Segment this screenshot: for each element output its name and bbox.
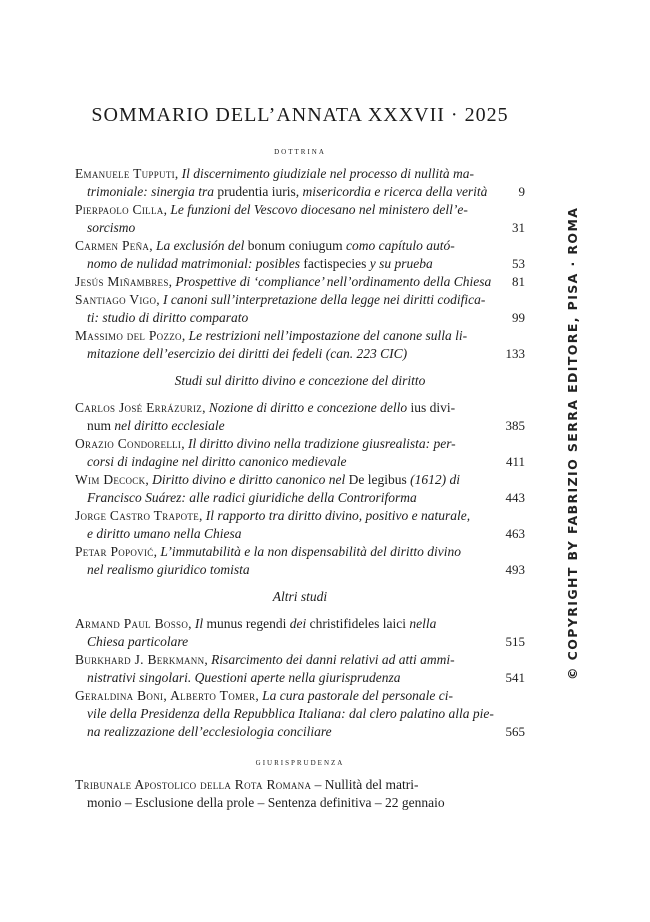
page-number: 31: [512, 220, 525, 235]
article-title: Il rapporto tra diritto divino, positivo e naturale,: [205, 508, 471, 523]
text-segment: ,: [199, 508, 206, 523]
article-title: nel realismo giuridico tomista: [87, 562, 250, 577]
entry-line: [75, 705, 497, 723]
toc-entry: [75, 165, 525, 201]
entry-line: [75, 309, 497, 327]
toc-entry: [75, 471, 525, 507]
text-segment: munus regendi: [206, 616, 287, 631]
author-name: Pierpaolo Cilla: [75, 202, 164, 217]
page-number: 411: [505, 454, 525, 469]
text-segment: ius divi-: [410, 400, 456, 415]
entry-line: [75, 794, 497, 812]
article-title: na realizzazione dell’ecclesiologia conciliare: [87, 724, 332, 739]
text-segment: ,: [181, 328, 189, 343]
entry-line: [75, 525, 497, 543]
author-name: Tribunale Apostolico della Rota Romana: [75, 777, 312, 792]
entry-line: [75, 776, 497, 794]
page-number: 493: [505, 562, 525, 577]
entry-line: [75, 633, 497, 651]
text-segment: ,: [202, 400, 209, 415]
text-segment: ,: [145, 472, 153, 487]
entry-line: [75, 327, 497, 345]
text-segment: ,: [174, 166, 182, 181]
entry-line: [75, 651, 497, 669]
text-segment: bonum coniugum: [247, 238, 343, 253]
page-title: SOMMARIO DELL’ANNATA XXXVII · 2025: [91, 104, 509, 126]
entry-line: [75, 471, 497, 489]
toc-entry: [75, 687, 525, 741]
entry-line: [75, 399, 497, 417]
toc-entry: [75, 237, 525, 273]
author-name: Jesús Miñambres: [75, 274, 169, 289]
author-name: Geraldina Boni: [75, 688, 164, 703]
article-title: sorcismo: [87, 220, 136, 235]
author-name: Burkhard J. Berkmann: [75, 652, 205, 667]
article-title: Chiesa particolare: [87, 634, 189, 649]
section-heading: giurisprudenza: [255, 757, 345, 768]
text-segment: monio – Esclusione della prole – Sentenza definitiva – 22 gennaio: [87, 795, 445, 810]
text-segment: ,: [188, 616, 195, 631]
article-title: como capítulo autó-: [342, 238, 455, 253]
toc-entry: [75, 615, 525, 651]
text-segment: ,: [168, 274, 176, 289]
text-segment: ,: [181, 436, 188, 451]
author-name: Petar Popović: [75, 544, 154, 559]
article-title: La cura pastorale del personale ci-: [262, 688, 454, 703]
entry-line: [75, 417, 497, 435]
toc-entry: [75, 327, 525, 363]
author-name: Santiago Vigo: [75, 292, 157, 307]
article-title: vile della Presidenza della Repubblica Italiana: dal clero palatino alla pie-: [87, 706, 494, 721]
entry-line: [75, 219, 497, 237]
article-title: L’immutabilità e la non dispensabilità del diritto divino: [160, 544, 461, 559]
text-segment: christifideles laici: [309, 616, 406, 631]
page-number: 99: [512, 310, 525, 325]
author-name: Carmen Peña: [75, 238, 150, 253]
article-title: Il: [194, 616, 207, 631]
page-number: 133: [505, 346, 525, 361]
entry-line: [75, 201, 497, 219]
author-name: Orazio Condorelli: [75, 436, 182, 451]
entry-line: [75, 435, 497, 453]
entry-line: [75, 291, 497, 309]
toc-entry: [75, 201, 525, 237]
text-segment: ,: [163, 202, 171, 217]
page-number: 565: [505, 724, 525, 739]
toc-entry: [75, 651, 525, 687]
article-title: nistrativi singolari. Questioni aperte nella giurisprudenza: [87, 670, 401, 685]
article-title: Risarcimento dei danni relativi ad atti ammi-: [211, 652, 455, 667]
text-segment: num: [87, 418, 112, 433]
article-title: nel diritto ecclesiale: [111, 418, 225, 433]
page-number: 53: [512, 256, 525, 271]
article-title: y su prueba: [366, 256, 433, 271]
text-segment: ,: [204, 652, 212, 667]
author-name: Armand Paul Bosso: [75, 616, 189, 631]
entry-line: [75, 273, 497, 291]
article-title: La exclusión del: [155, 238, 248, 253]
section-heading: Altri studi: [272, 589, 328, 604]
entry-line: [75, 453, 497, 471]
entry-line: [75, 165, 497, 183]
entry-line: [75, 687, 497, 705]
entry-line: [75, 507, 497, 525]
entry-line: [75, 183, 497, 201]
author-name: Alberto Tomer: [170, 688, 256, 703]
article-title: nella: [405, 616, 437, 631]
page-number: 443: [505, 490, 525, 505]
page-number: 541: [505, 670, 525, 685]
author-name: Jorge Castro Trapote: [75, 508, 200, 523]
author-name: Wim Decock: [75, 472, 146, 487]
article-title: Le restrizioni nell’impostazione del canone sulla li-: [188, 328, 468, 343]
article-title: corsi di indagine nel diritto canonico medievale: [87, 454, 347, 469]
section-heading: dottrina: [274, 146, 326, 157]
page-number: 9: [518, 184, 525, 199]
toc-entry: [75, 399, 525, 435]
entry-line: [75, 255, 497, 273]
page-number: 385: [505, 418, 525, 433]
author-name: Emanuele Tupputi: [75, 166, 175, 181]
article-title: , misericordia e ricerca della verità: [295, 184, 488, 199]
article-title: mitazione dell’esercizio dei diritti dei fedeli (can. 223 CIC): [87, 346, 408, 361]
text-segment: factispecies: [303, 256, 367, 271]
copyright-notice: © COPYRIGHT BY FABRIZIO SERRA EDITORE, PISA · ROMA: [565, 206, 580, 680]
article-title: Le funzioni del Vescovo diocesano nel ministero dell’e-: [170, 202, 468, 217]
article-title: (1612) di: [406, 472, 460, 487]
entry-line: [75, 237, 497, 255]
text-segment: ,: [163, 688, 171, 703]
section-heading: Studi sul diritto divino e concezione del diritto: [174, 373, 426, 388]
entry-line: [75, 615, 497, 633]
article-title: Il discernimento giudiziale nel processo di nullità ma-: [181, 166, 475, 181]
toc-entry: [75, 435, 525, 471]
article-title: dei: [286, 616, 310, 631]
page-number: 463: [505, 526, 525, 541]
article-title: Nozione di diritto e concezione dello: [208, 400, 411, 415]
entry-line: [75, 543, 497, 561]
text-segment: ,: [149, 238, 156, 253]
article-title: trimoniale: sinergia tra: [87, 184, 218, 199]
text-segment: ,: [255, 688, 263, 703]
page-number: 515: [505, 634, 525, 649]
author-name: Massimo del Pozzo: [75, 328, 182, 343]
toc-entry: [75, 543, 525, 579]
article-title: Prospettive di ‘compliance’ nell’ordinamento della Chiesa: [175, 274, 492, 289]
author-name: Carlos José Errázuriz: [75, 400, 203, 415]
entry-line: [75, 669, 497, 687]
article-title: nomo de nulidad matrimonial: posibles: [87, 256, 304, 271]
article-title: Francisco Suárez: alle radici giuridiche della Controriforma: [87, 490, 417, 505]
article-title: ti: studio di diritto comparato: [87, 310, 249, 325]
entry-line: [75, 723, 497, 741]
table-of-contents: [75, 146, 525, 812]
text-segment: ,: [156, 292, 164, 307]
entry-line: [75, 561, 497, 579]
article-title: e diritto umano nella Chiesa: [87, 526, 242, 541]
text-segment: ,: [153, 544, 161, 559]
toc-entry: [75, 291, 525, 327]
article-title: Il diritto divino nella tradizione giusrealista: per-: [187, 436, 456, 451]
text-segment: – Nullità del matri-: [311, 777, 419, 792]
entry-line: [75, 345, 497, 363]
page-number: 81: [512, 274, 525, 289]
toc-entry: [75, 273, 525, 291]
toc-entry: [75, 507, 525, 543]
entry-line: [75, 489, 497, 507]
text-segment: De legibus: [348, 472, 407, 487]
article-title: Diritto divino e diritto canonico nel: [152, 472, 349, 487]
article-title: I canoni sull’interpretazione della legge nei diritti codifica-: [163, 292, 486, 307]
toc-entry: [75, 776, 525, 812]
text-segment: prudentia iuris: [217, 184, 296, 199]
